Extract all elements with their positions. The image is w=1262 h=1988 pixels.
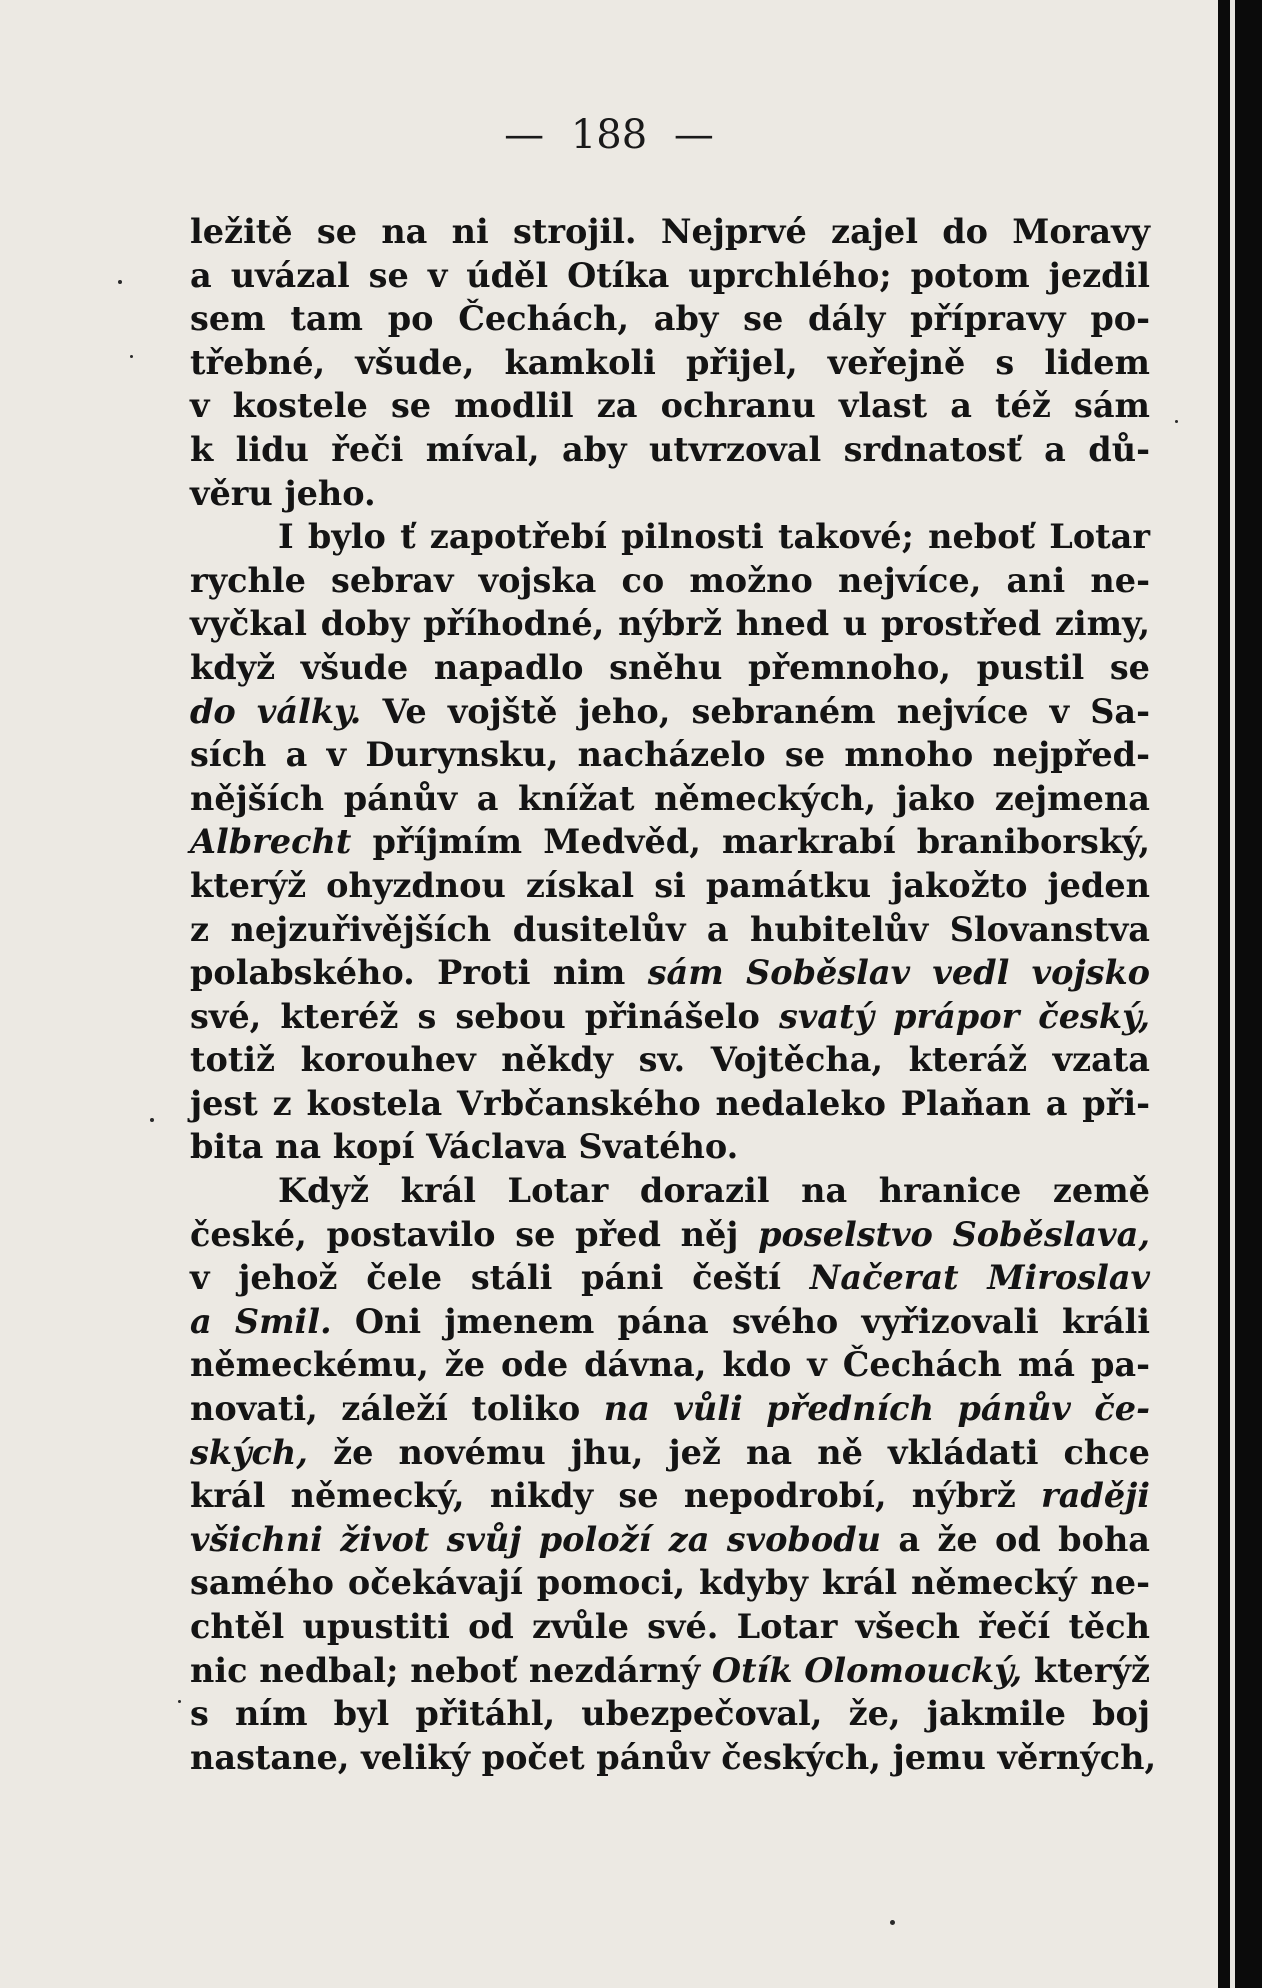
text-segment: Když král Lotar dorazil na hranice země <box>278 1171 1150 1211</box>
text-line <box>190 210 1150 254</box>
text-segment: nějších pánův a knížat německých, jako zejmena <box>190 778 1150 818</box>
text-line <box>190 690 1150 734</box>
italic-text: Načerat Miroslav <box>809 1258 1150 1298</box>
italic-text: Albrecht <box>190 822 352 862</box>
italic-text: raději <box>1041 1476 1150 1516</box>
italic-text: a Smil. <box>190 1301 332 1341</box>
text-line <box>190 297 1150 341</box>
text-segment: novati, záleží toliko <box>190 1389 604 1429</box>
text-line <box>190 820 1150 864</box>
text-line <box>190 515 1150 559</box>
text-line <box>190 1692 1150 1736</box>
text-line <box>190 384 1150 428</box>
italic-text: na vůli předních pánův če- <box>603 1389 1150 1429</box>
text-line <box>190 472 1150 516</box>
text-segment: sích a v Durynsku, nacházelo se mnoho nejpřed- <box>190 735 1150 775</box>
text-segment: a uvázal se v úděl Otíka uprchlého; potom jezdil <box>190 255 1150 295</box>
print-speck <box>1175 420 1178 423</box>
dash-right: — <box>673 112 714 158</box>
text-segment: příjmím Medvěd, markrabí braniborský, <box>351 822 1150 862</box>
text-line <box>190 559 1150 603</box>
text-line <box>190 1343 1150 1387</box>
text-line <box>190 951 1150 995</box>
text-segment: třebné, všude, kamkoli přijel, veřejně s lidem <box>190 342 1150 382</box>
text-segment: v kostele se modlil za ochranu vlast a též sám <box>190 386 1150 426</box>
text-segment: bita na kopí Václava Svatého. <box>190 1127 739 1167</box>
text-line <box>190 428 1150 472</box>
text-line <box>190 733 1150 777</box>
text-segment: že novému jhu, jež na ně vkládati chce <box>307 1432 1150 1472</box>
text-line <box>190 1431 1150 1475</box>
text-segment: jest z kostela Vrbčanského nedaleko Plaňan a při- <box>190 1083 1150 1123</box>
print-speck <box>178 1700 181 1703</box>
text-segment: král německý, nikdy se nepodrobí, nýbrž <box>190 1476 1042 1516</box>
text-segment: kterýž ohyzdnou získal si památku jakožto jeden <box>190 865 1150 905</box>
body-text <box>190 210 1157 1779</box>
text-segment: věru jeho. <box>190 473 376 513</box>
text-line <box>190 1125 1150 1169</box>
text-line <box>190 908 1150 952</box>
text-segment: chtěl upustiti od zvůle své. Lotar všech řečí těch <box>190 1607 1150 1646</box>
text-segment: rychle sebrav vojska co možno nejvíce, ani ne- <box>190 560 1150 600</box>
text-segment: své, kteréž s sebou přinášelo <box>190 996 779 1036</box>
text-line <box>190 777 1150 821</box>
italic-text: Otík Olomoucký, <box>711 1650 1023 1690</box>
text-line <box>190 1561 1150 1605</box>
text-segment: totiž korouhev někdy sv. Vojtěcha, kteráž vzata <box>190 1040 1150 1080</box>
text-line <box>190 1518 1150 1562</box>
text-segment: k lidu řeči míval, aby utvrzoval srdnatosť a dů- <box>190 429 1150 469</box>
page-gutter <box>1218 0 1262 1988</box>
text-line <box>190 1474 1150 1518</box>
italic-text: ských, <box>190 1432 308 1472</box>
text-line <box>190 1649 1150 1693</box>
text-segment: nic nedbal; neboť nezdárný <box>190 1650 712 1690</box>
text-segment: I bylo ť zapotřebí pilnosti takové; neboť Lotar <box>278 517 1150 557</box>
text-line <box>190 1038 1150 1082</box>
binding-edge <box>1230 0 1235 1988</box>
print-speck <box>118 280 122 284</box>
print-speck <box>130 355 133 358</box>
print-speck <box>890 1920 895 1925</box>
text-segment: ležitě se na ni strojil. Nejprvé zajel do Moravy <box>190 212 1150 251</box>
dash-left: — <box>504 112 545 158</box>
text-segment: německému, že ode dávna, kdo v Čechách má pa- <box>190 1345 1150 1385</box>
print-speck <box>150 1118 154 1122</box>
text-segment: polabského. Proti nim <box>190 953 648 993</box>
page-number: 188 <box>570 112 648 158</box>
text-line <box>190 341 1150 385</box>
text-line <box>190 995 1150 1039</box>
italic-text: svatý prápor český, <box>778 996 1151 1036</box>
text-line <box>190 254 1150 298</box>
text-line <box>190 1605 1150 1649</box>
text-line <box>190 864 1150 908</box>
italic-text: sám Soběslav vedl vojsko <box>647 953 1150 993</box>
italic-text: poselstvo Soběslava, <box>758 1214 1150 1254</box>
italic-text: do války. <box>190 691 362 731</box>
text-line <box>190 1169 1150 1213</box>
text-segment: sem tam po Čechách, aby se dály přípravy po- <box>190 299 1150 339</box>
text-line <box>190 602 1150 646</box>
text-segment: nastane, veliký počet pánův českých, jemu věrných, <box>190 1737 1157 1777</box>
text-segment: české, postavilo se před něj <box>190 1214 759 1254</box>
text-segment: z nejzuřivějších dusitelův a hubitelův Slovanstva <box>190 909 1150 949</box>
text-line <box>190 1736 1157 1780</box>
text-line <box>190 1300 1150 1344</box>
italic-text: všichni život svůj položí za svobodu <box>190 1519 881 1559</box>
text-line <box>190 1387 1150 1431</box>
text-line <box>190 646 1150 690</box>
text-segment: Ve vojště jeho, sebraném nejvíce v Sa- <box>361 691 1150 731</box>
text-segment: Oni jmenem pána svého vyřizovali králi <box>331 1301 1151 1341</box>
text-line <box>190 1256 1150 1300</box>
page-number-header <box>0 112 1218 158</box>
text-line <box>190 1082 1150 1126</box>
text-segment: když všude napadlo sněhu přemnoho, pustil se <box>190 647 1150 687</box>
text-segment: a že od boha <box>880 1519 1151 1559</box>
text-segment: kterýž <box>1022 1650 1150 1690</box>
text-segment: samého očekávají pomoci, kdyby král německý ne- <box>190 1563 1150 1603</box>
text-segment: vyčkal doby příhodné, nýbrž hned u prostřed zimy, <box>190 604 1150 644</box>
text-segment: v jehož čele stáli páni čeští <box>190 1258 810 1298</box>
text-line <box>190 1213 1150 1257</box>
text-segment: s ním byl přitáhl, ubezpečoval, že, jakmile boj <box>190 1694 1150 1734</box>
